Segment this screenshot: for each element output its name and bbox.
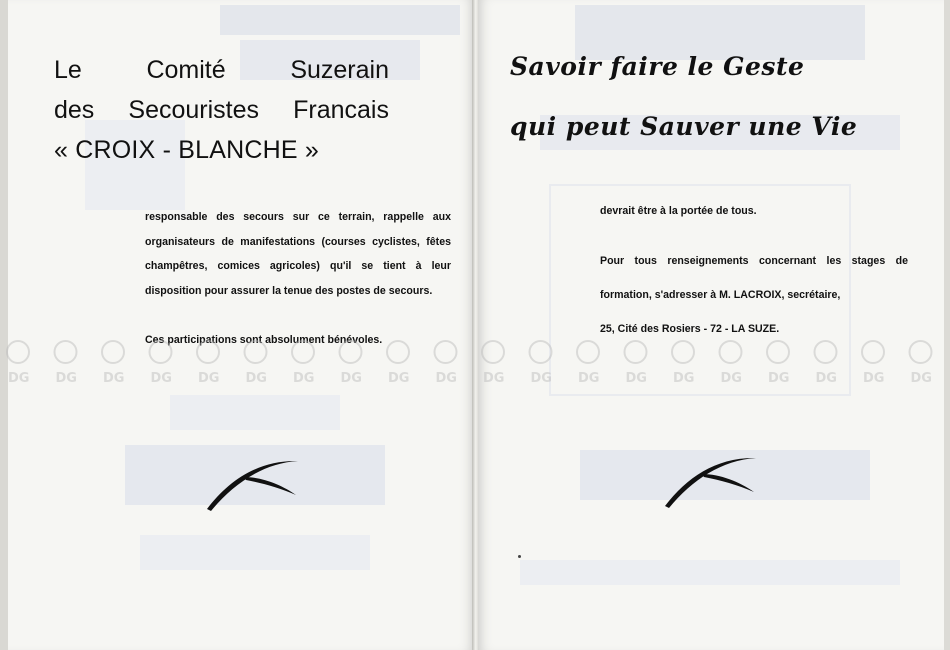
note-paragraph: Ces participations sont absolument bénévoles. (145, 334, 383, 346)
title-line-3: « CROIX - BLANCHE » (54, 136, 319, 164)
left-title (54, 50, 389, 170)
title-word: des (54, 96, 95, 124)
watermark-text: DG (340, 371, 362, 386)
watermark-text: DG (150, 371, 172, 386)
watermark-text: DG (530, 371, 552, 386)
watermark-text: DG (815, 371, 837, 386)
book-edge-left (0, 0, 8, 650)
watermark-text: DG (245, 371, 267, 386)
watermark-text: DG (55, 371, 77, 386)
title-line-2 (54, 90, 389, 130)
watermark-text: DG (435, 371, 457, 386)
watermark-text: DG (863, 371, 885, 386)
headline-line-1: Savoir faire le Geste (510, 52, 805, 81)
body-paragraph: responsable des secours sur ce terrain, rappelle aux organisateurs de manifestations (courses cyclistes, fêtes champêtres, comices agricoles) qu'il se tient à leur disposition pour assurer la tenue des postes de secours. (145, 211, 451, 297)
swoosh-logo-icon (662, 452, 762, 512)
title-word: Suzerain (290, 56, 389, 84)
title-word: Comité (146, 56, 226, 84)
watermark-text: DG (768, 371, 790, 386)
watermark-text: DG (578, 371, 600, 386)
watermark-text: DG (8, 371, 30, 386)
watermark-text: DG (388, 371, 410, 386)
watermark-text: DG (198, 371, 220, 386)
title-word: Le (54, 56, 82, 84)
watermark-text: DG (103, 371, 125, 386)
title-word: Secouristes (128, 96, 260, 124)
watermark-text: DG (673, 371, 695, 386)
headline-line-2: qui peut Sauver une Vie (510, 112, 858, 141)
ink-speck (518, 555, 521, 558)
right-body (600, 200, 908, 346)
title-line-1 (54, 50, 389, 90)
watermark-text: DG (625, 371, 647, 386)
swoosh-logo-icon (204, 455, 304, 515)
left-body (145, 205, 451, 353)
contact-paragraph: Pour tous renseignements concernant les stages de formation, s'adresser à M. LACROIX, secrétaire, (600, 255, 908, 301)
watermark-text: DG (293, 371, 315, 386)
address-line: 25, Cité des Rosiers - 72 - LA SUZE. (600, 323, 780, 335)
title-word: Francais (293, 96, 389, 124)
watermark-text: DG (720, 371, 742, 386)
availability-line: devrait être à la portée de tous. (600, 205, 757, 217)
watermark-text: DG (910, 371, 932, 386)
book-edge-right (944, 0, 950, 650)
watermark-text: DG (483, 371, 505, 386)
